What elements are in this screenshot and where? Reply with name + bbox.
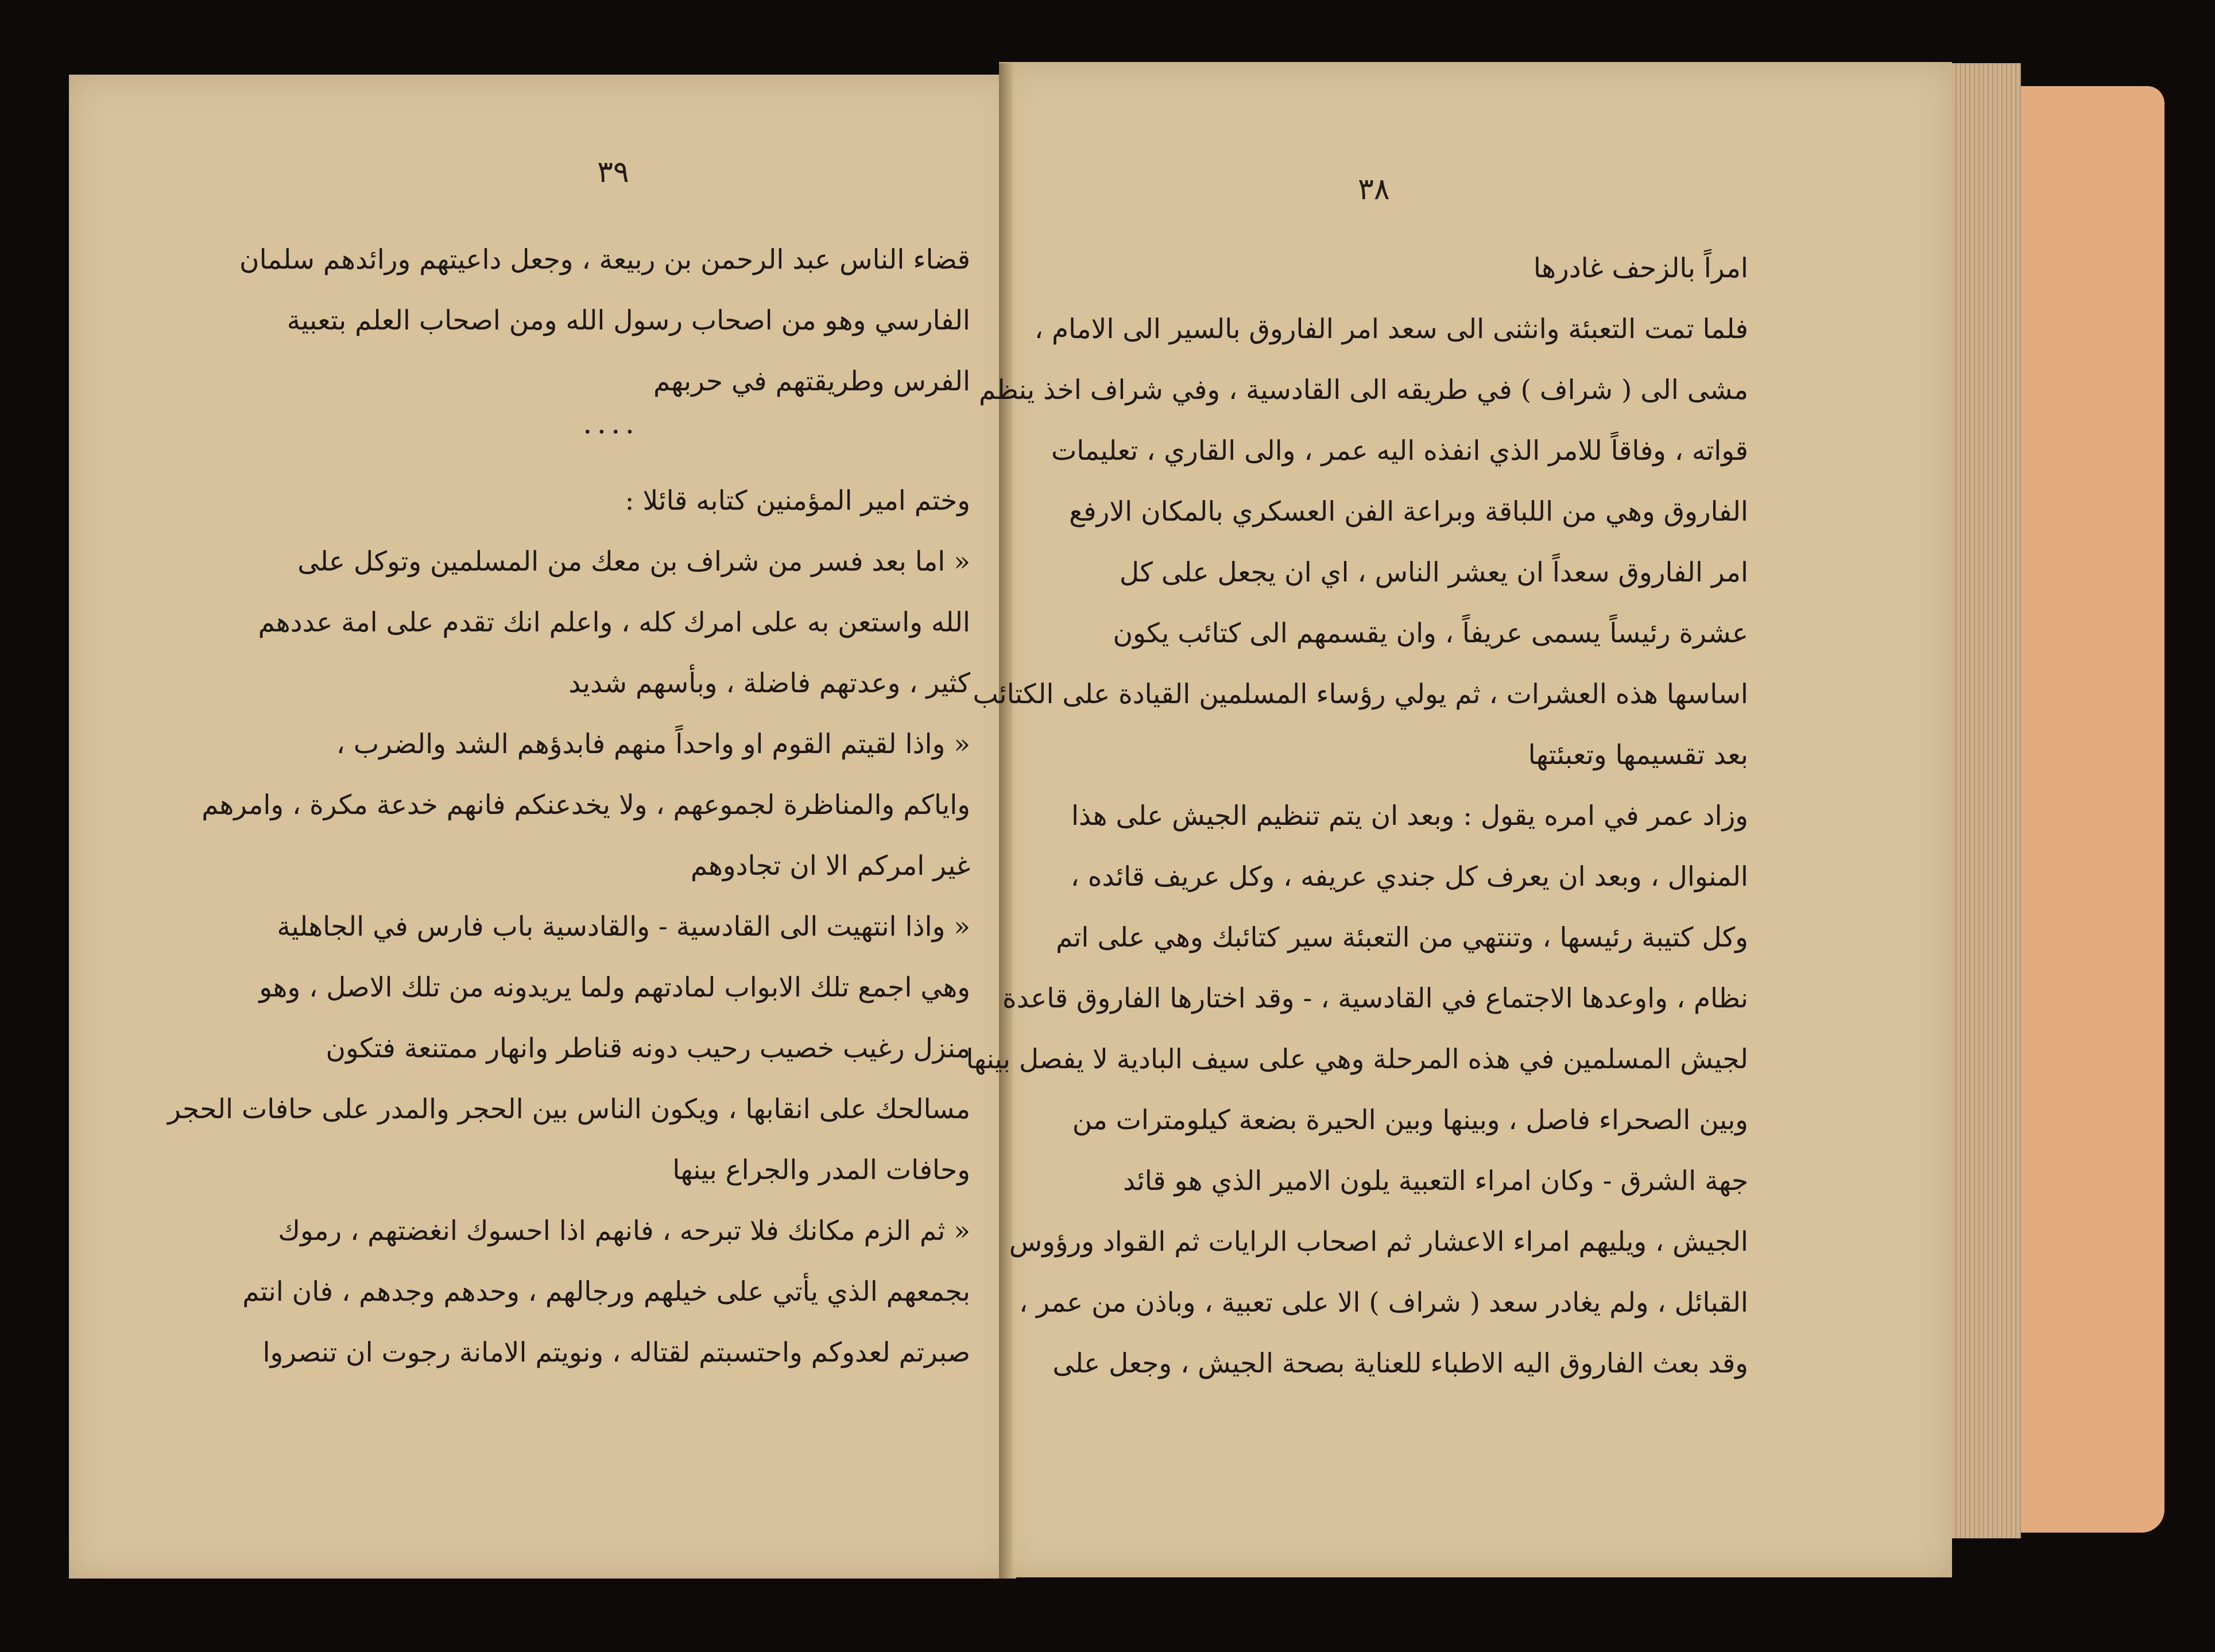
text-line: الجيش ، ويليهم امراء الاعشار ثم اصحاب الرايات ثم القواد ورؤوس [1009,1226,1748,1258]
text-line: لجيش المسلمين في هذه المرحلة وهي على سيف البادية لا يفصل بينها [966,1044,1748,1075]
text-line: الفارسي وهو من اصحاب رسول الله ومن اصحاب العلم بتعبية [286,305,970,336]
right-page-number: ٣٨ [1358,172,1390,207]
text-line: منزل رغيب خصيب رحيب دونه قناطر وانهار ممتنعة فتكون [326,1033,970,1064]
text-line: الله واستعن به على امرك كله ، واعلم انك تقدم على امة عددهم [258,607,970,638]
text-line: اساسها هذه العشرات ، ثم يولي رؤساء المسلمين القيادة على الكتائب [973,678,1748,710]
left-page-number: ٣٩ [597,155,629,189]
text-line: « واذا انتهيت الى القادسية - والقادسية باب فارس في الجاهلية [277,911,970,943]
text-line: القبائل ، ولم يغادر سعد ( شراف ) الا على تعبية ، وباذن من عمر ، [1019,1287,1748,1319]
text-line: امر الفاروق سعداً ان يعشر الناس ، اي ان يجعل على كل [1119,557,1748,588]
text-line: قضاء الناس عبد الرحمن بن ربيعة ، وجعل داعيتهم ورائدهم سلمان [239,244,970,276]
text-line: وحافات المدر والجراع بينها [672,1154,970,1186]
text-line: بعد تقسيمها وتعبئتها [1528,739,1748,771]
text-line: جهة الشرق - وكان امراء التعبية يلون الامير الذي هو قائد [1123,1165,1748,1197]
text-line: وبين الصحراء فاصل ، وبينها وبين الحيرة بضعة كيلومترات من [1072,1104,1748,1136]
text-line: وهي اجمع تلك الابواب لمادتهم ولما يريدونه من تلك الاصل ، وهو [259,972,970,1003]
text-line: مشى الى ( شراف ) في طريقه الى القادسية ، وفي شراف اخذ ينظم [978,374,1748,406]
right-page-text [966,238,1748,1394]
text-line: واياكم والمناظرة لجموعهم ، ولا يخدعنكم فانهم خدعة مكرة ، وامرهم [202,789,970,821]
text-line: الفاروق وهي من اللباقة وبراعة الفن العسكري بالمكان الارفع [1069,496,1748,528]
text-line: كثير ، وعدتهم فاضلة ، وبأسهم شديد [568,668,970,699]
text-line: وختم امير المؤمنين كتابه قائلا : [625,485,970,517]
text-line: المنوال ، وبعد ان يعرف كل جندي عريفه ، وكل عريف قائده ، [1070,861,1748,893]
book-gutter [999,63,1013,1579]
text-line: فلما تمت التعبئة وانثنى الى سعد امر الفاروق بالسير الى الامام ، [1034,313,1748,345]
text-line: وقد بعث الفاروق اليه الاطباء للعناية بصحة الجيش ، وجعل على [1052,1348,1748,1379]
text-line: مسالحك على انقابها ، ويكون الناس بين الحجر والمدر على حافات الحجر [168,1093,970,1125]
text-line: « ثم الزم مكانك فلا تبرحه ، فانهم اذا احسوك انغضتهم ، رموك [278,1215,970,1247]
text-line: وزاد عمر في امره يقول : وبعد ان يتم تنظيم الجيش على هذا [1071,800,1748,832]
text-line: نظام ، واوعدها الاجتماع في القادسية ، - وقد اختارها الفاروق قاعدة [1002,983,1748,1014]
text-line: صبرتم لعدوكم واحتسبتم لقتاله ، ونويتم الامانة رجوت ان تنصروا [262,1337,970,1368]
text-line: الفرس وطريقتهم في حربهم [653,366,970,397]
section-separator: .... [583,406,640,441]
text-line: غير امركم الا ان تجادوهم [690,850,970,882]
text-line: امراً بالزحف غادرها [1533,253,1748,284]
left-page-text-body [168,471,970,1383]
text-line: بجمعهم الذي يأتي على خيلهم ورجالهم ، وحدهم وجدهم ، فان انتم [242,1276,970,1308]
text-line: « واذا لقيتم القوم او واحداً منهم فابدؤهم الشد والضرب ، [336,728,970,760]
left-page-text [239,230,970,412]
text-line: قواته ، وفاقاً للامر الذي انفذه اليه عمر ، والى القاري ، تعليمات [1051,435,1748,467]
text-line: وكل كتيبة رئيسها ، وتنتهي من التعبئة سير كتائبك وهي على اتم [1055,922,1748,953]
text-line: عشرة رئيساً يسمى عريفاً ، وان يقسمهم الى كتائب يكون [1113,618,1748,649]
text-line: « اما بعد فسر من شراف بن معك من المسلمين وتوكل على [297,546,970,577]
